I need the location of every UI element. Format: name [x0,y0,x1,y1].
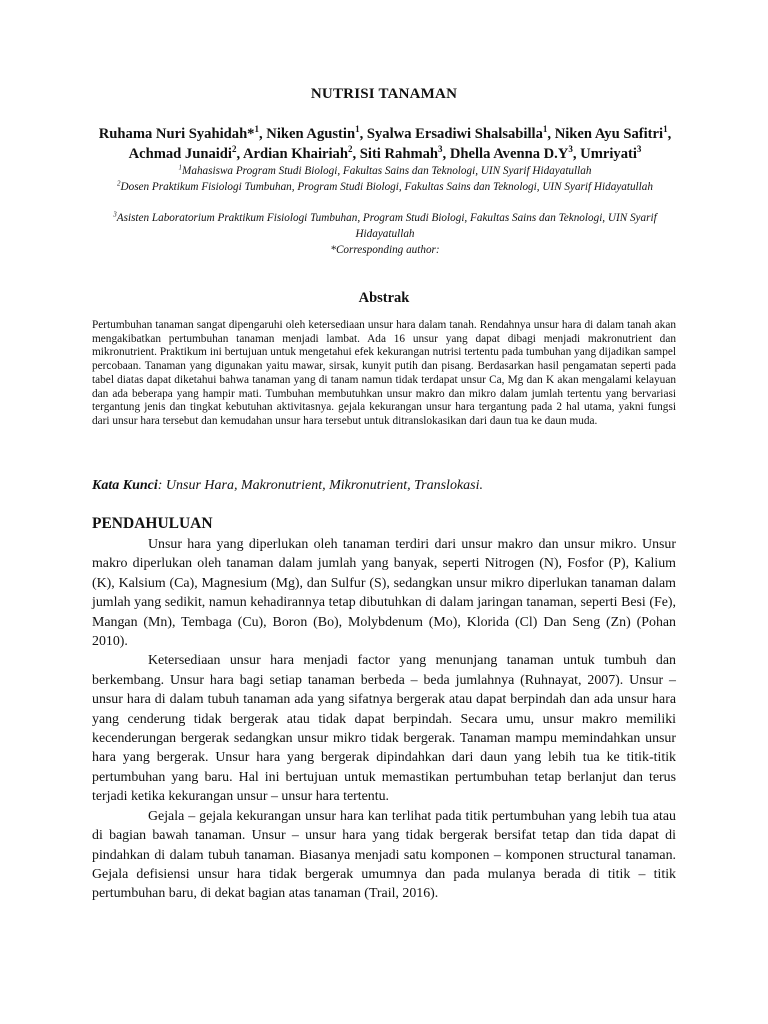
affiliation-3 [100,211,670,242]
author-name: , Niken Ayu Safitri [547,126,664,142]
affiliation-marker: 1 [178,163,183,172]
author-name: , Niken Agustin [258,126,356,142]
abstract-body [92,319,676,429]
author-name: , Syalwa Ersadiwi Shalsabilla [359,126,543,142]
paper-title: NUTRISI TANAMAN [310,86,458,102]
author-affil-marker: 1 [663,124,668,135]
author-affil-marker: 3 [568,144,573,155]
keywords [92,478,682,494]
author-affil-marker: 3 [636,144,642,155]
author-name: , Umriyati [572,146,637,162]
author-affil-marker: 3 [438,144,443,155]
paragraph: Unsur hara yang diperlukan oleh tanaman terdiri dari unsur makro dan unsur mikro. Unsur makro diperlukan oleh tanaman dalam jumlah yang banyak, seperti Nitrogen (N), Fosfor (P), Kalium (K), Kalsium (Ca), Magnesium (Mg), dan Sulfur (S), sedangkan unsur mikro diperlukan tanaman dalam jumlah yang sedikit, namun kehadirannya tetap dibutuhkan di dalam jaringan tanaman, seperti Besi (Fe), Mangan (Mn), Tembaga (Cu), Boron (Bo), Molybdenum (Mo), Klorida (Cl) Dan Seng (Zn) (Pohan 2010). [92,537,676,650]
affiliation-text: Dosen Praktikum Fisiologi Tumbuhan, Program Studi Biologi, Fakultas Sains dan Teknologi, UIN Syarif Hidayatullah [120,181,653,193]
paragraph: Gejala – gejala kekurangan unsur hara kan terlihat pada titik pertumbuhan yang lebih tua atau di bagian bawah tanaman. Unsur – unsur hara yang tidak bergerak bersifat tetap dan tida dapat di pindahkan di dalam tubuh tanaman. Biasanya menjadi satu komponen – komponen structural tanaman. Gejala defisiensi unsur hara tidak bergerak umumnya dan pada mulanya berada di titik – titik pertumbuhan baru, di dekat bagian atas tanaman (Trail, 2016). [92,808,676,902]
corresponding-author: *Corresponding author: [330,244,440,256]
affiliation-1 [100,164,670,180]
author-affil-marker: 2 [347,144,353,155]
abstract-heading: Abstrak [358,290,410,306]
author-name: , Siti Rahmah [352,146,439,162]
keywords-label: Kata Kunci [92,478,158,493]
affiliation-2 [100,180,670,196]
author-name: , Achmad Junaidi [128,126,672,162]
author-affil-marker: 1 [254,124,259,135]
author-affil-marker: 1 [542,124,548,135]
affiliation-text: Asisten Laboratorium Praktikum Fisiologi Tumbuhan, Program Studi Biologi, Fakultas Sains dan Teknologi, UIN Syarif Hidayatullah [116,212,657,240]
author-name: , Ardian Khairiah [236,146,348,162]
abstract-text: Pertumbuhan tanaman sangat dipengaruhi oleh ketersediaan unsur hara dalam tanah. Rendahnya unsur hara di dalam tanah akan mengakibatkan pertumbuhan tanaman menjadi lambat. Ada 16 unsur yang dapat dibagi menjadi makronutrient dan mikronutrient. Praktikum ini bertujuan untuk mengetahui efek kekurangan nutrisi tertentu pada tumbuhan yang dijadikan sampel percobaan. Tanaman yang digunakan yaitu mawar, sirsak, kunyit putih dan pisang. Berdasarkan hasil pengamatan seperti pada tabel diatas dapat diketahui bahwa tanaman yang di tanam namun tidak terdapat unsur Ca, Mg dan K akan mengalami kelayuan dan ada beberapa yang hampir mati. Tumbuhan membutuhkan unsur makro dan mikro dalam jumlah tertentu yang bervariasi tergantung jenis dan tingkat kebutuhan aktivitasnya. gejala kekurangan unsur hara tergantung pada 2 hal utama, yakni fungsi dari unsur hara tersebut dan kemudahan unsur hara tersebut untuk ditranslokasikan dari daun tua ke daun muda. [92,319,676,427]
author-list [90,124,680,164]
section-heading-introduction: PENDAHULUAN [92,515,213,532]
paragraph: Ketersediaan unsur hara menjadi factor yang menunjang tanaman untuk tumbuh dan berkembang. Unsur hara bagi setiap tanaman berbeda – beda jumlahnya (Ruhnayat, 2007). Unsur – unsur hara di dalam tubuh tanaman ada yang sifatnya bergerak atau dapat berpindah dan ada unsur hara yang cenderung tidak bergerak atau tidak dapat berpindah. Secara umu, unsur makro memiliki kecenderungan bergerak sedangkan unsur mikro tidak bergerak. Tanaman mampu memindahkan unsur hara yang bergerak. Unsur hara yang bergerak dipindahkan dari daun yang lebih tua ke titik-titik pertumbuhan yang baru. Hal ini bertujuan untuk memastikan pertumbuhan tetap berlanjut dan terus terjadi ketika kekurangan unsur – unsur hara tertentu. [92,653,676,805]
affiliation-text: Mahasiswa Program Studi Biologi, Fakultas Sains dan Teknologi, UIN Syarif Hidayatullah [182,165,592,177]
introduction-body [92,535,676,904]
author-name: , Dhella Avenna D.Y [442,146,569,162]
keywords-value: : Unsur Hara, Makronutrient, Mikronutrient, Translokasi. [157,478,483,493]
author-affil-marker: 1 [355,124,360,135]
affiliation-marker: 2 [117,179,121,188]
author-name: Ruhama Nuri Syahidah* [98,126,255,142]
affiliation-marker: 3 [113,210,117,219]
author-affil-marker: 2 [231,144,237,155]
